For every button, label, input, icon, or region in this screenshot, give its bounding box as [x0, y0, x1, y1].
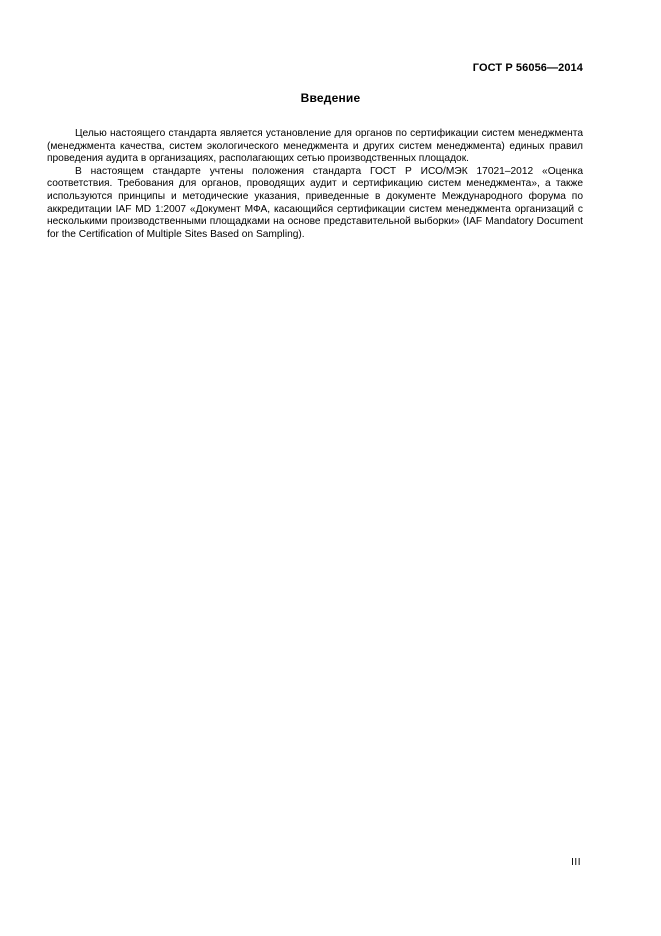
paragraph-references: В настоящем стандарте учтены положения стандарта ГОСТ Р ИСО/МЭК 17021–2012 «Оценка соответствия. Требования для органов, проводящих аудит и сертификацию систем менеджмента», а также используются принципы и методические указания, приведенные в документе Международного форума по аккредитации IAF MD 1:2007 «Документ МФА, касающийся сертификации систем менеджмента организаций с несколькими производственными площадками на основе представительной выборки» (IAF Mandatory Document for the Certification of Multiple Sites Based on Sampling). [47, 165, 583, 240]
document-number: ГОСТ Р 56056—2014 [472, 62, 583, 74]
page-number: III [571, 857, 581, 868]
paragraph-purpose: Целью настоящего стандарта является установление для органов по сертификации систем менеджмента (менеджмента качества, систем экологического менеджмента и других систем менеджмента) единых правил проведения аудита в организациях, располагающих сетью производственных площадок. [47, 128, 583, 165]
body-text [47, 128, 583, 241]
section-title: Введение [300, 91, 361, 105]
